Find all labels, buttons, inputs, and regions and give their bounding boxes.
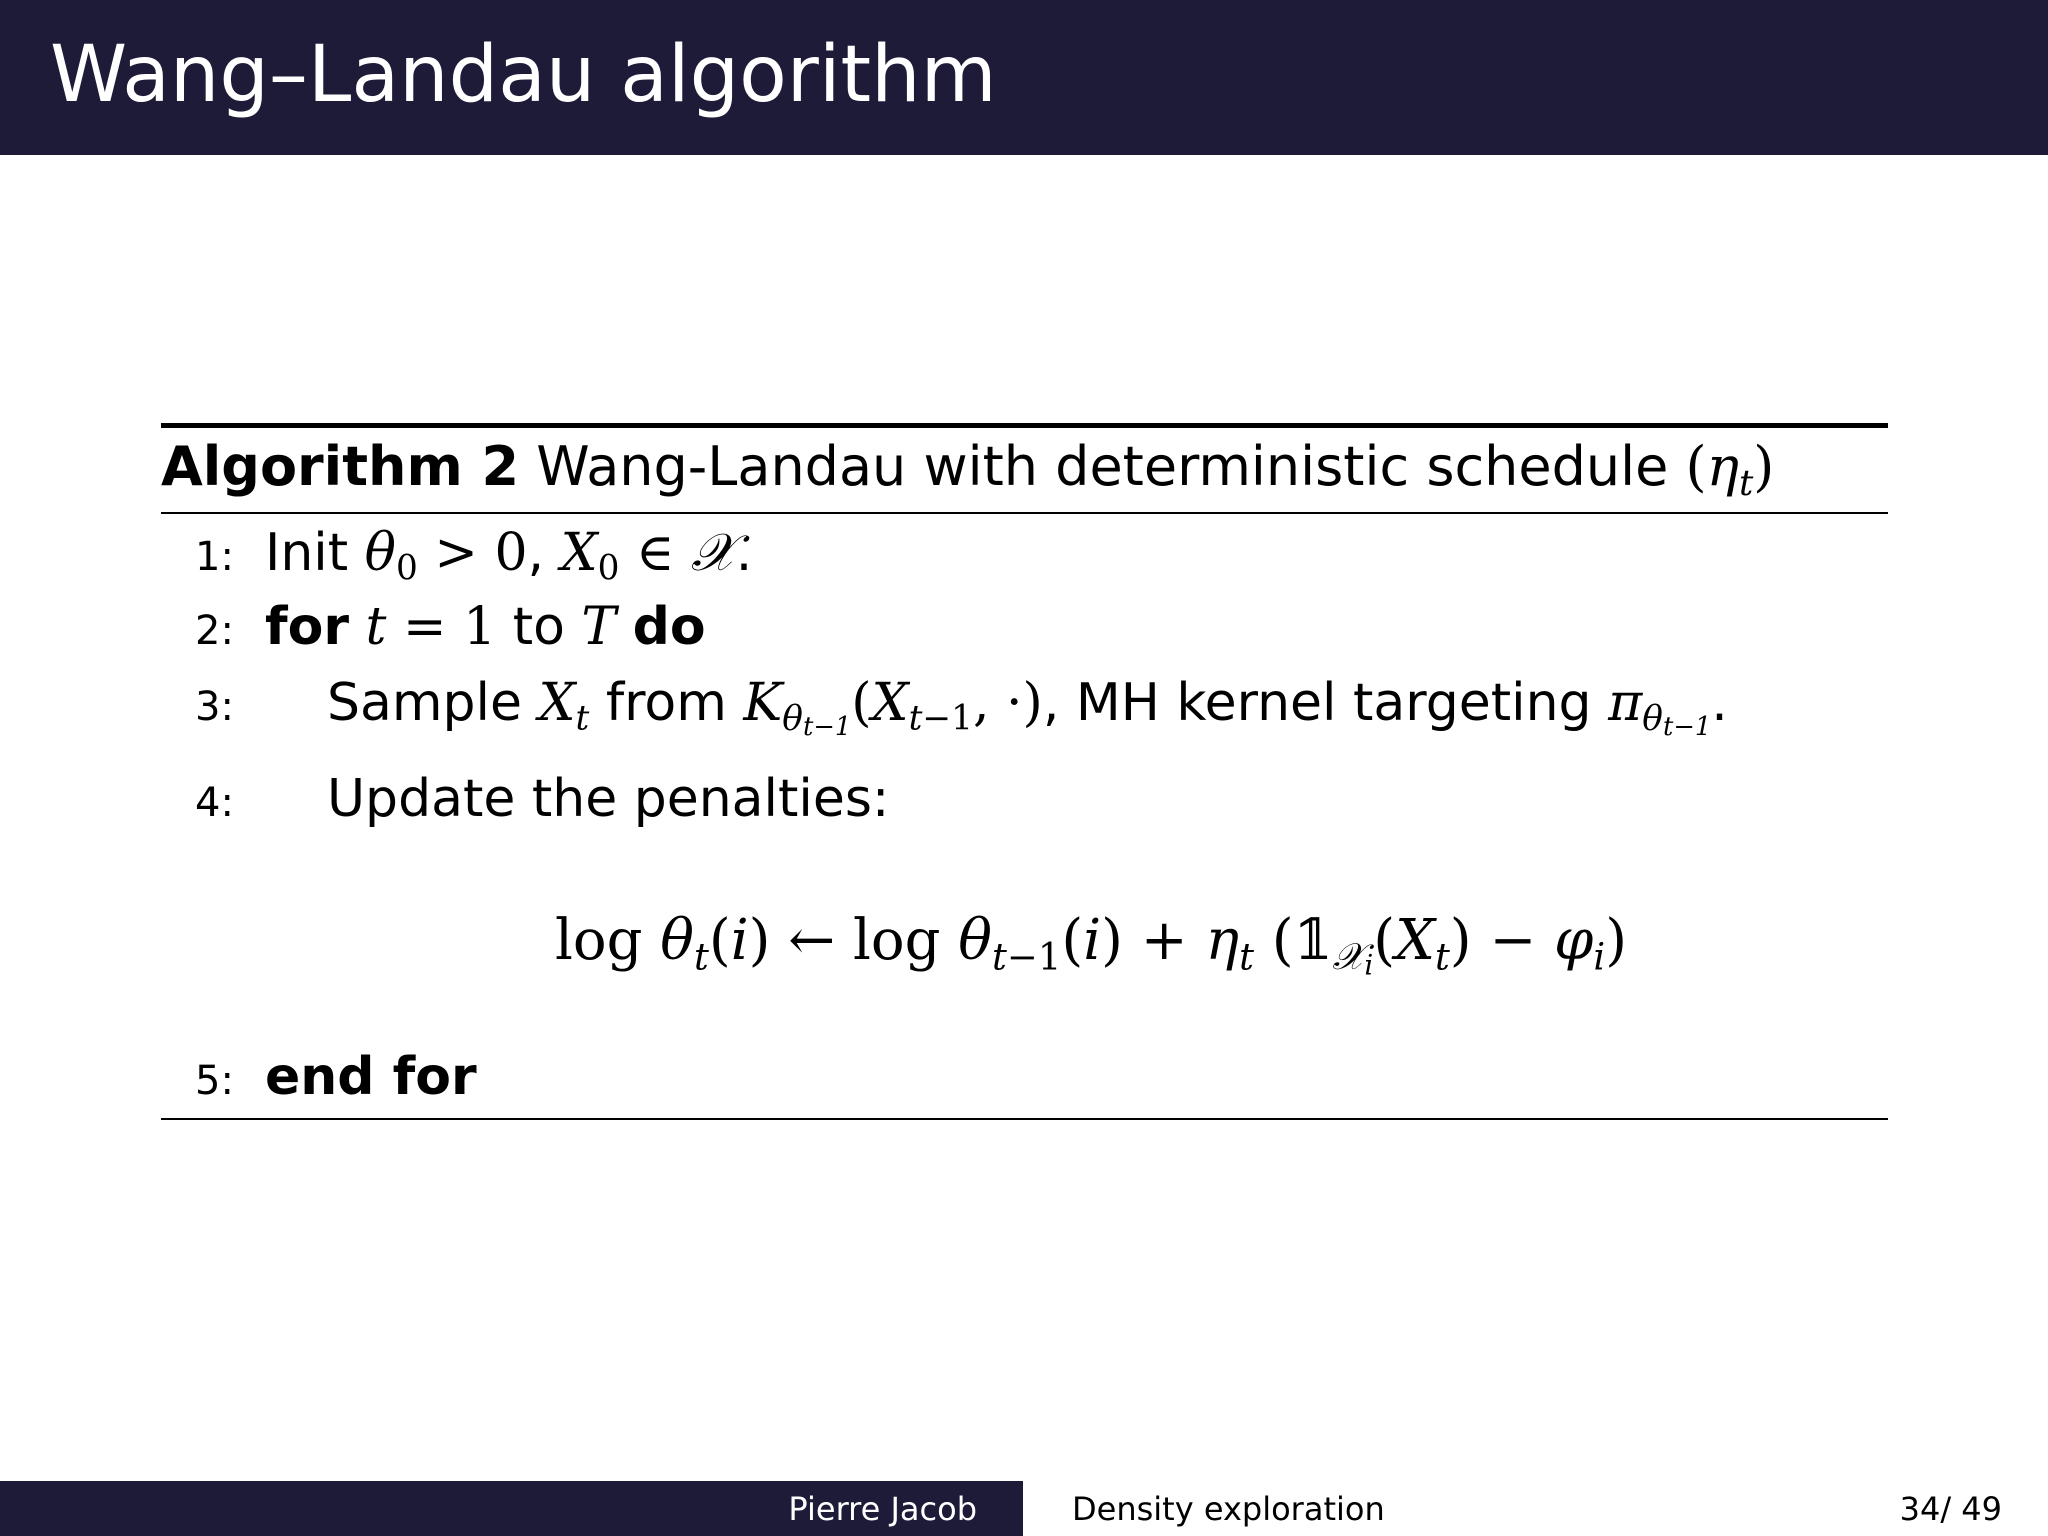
line-number: 2: — [195, 608, 234, 654]
keyword-for: for — [265, 597, 349, 657]
algorithm-top-rule — [161, 423, 1888, 428]
algorithm-caption: Algorithm 2 Wang-Landau with deterministic schedule $(\eta_t)$ — [161, 435, 1775, 504]
line-text: Update the penalties: — [327, 769, 890, 829]
footer-page-number: 34/ 49 — [1899, 1490, 2002, 1528]
algorithm-line-4 — [195, 768, 889, 830]
algorithm-line-2: 2: for t = 1 to T do — [195, 596, 706, 658]
footer-author: Pierre Jacob — [788, 1490, 977, 1528]
title-bar — [0, 0, 2048, 155]
line-text: . — [735, 523, 753, 583]
line-text: from — [605, 673, 727, 733]
update-equation: $\log \theta_t(i)$ ← $\log \theta_{t-1}(i) + \eta_t$ $(𝟙_{𝒳i}(X_t) - \varphi_i)$ — [555, 908, 1628, 982]
line-text: , — [527, 523, 545, 583]
line-text: Init — [265, 523, 349, 583]
algorithm-label: Algorithm 2 — [161, 435, 520, 498]
line-text: Sample — [327, 673, 522, 733]
slide-title: Wang–Landau algorithm — [50, 30, 997, 120]
line-number: 3: — [195, 684, 234, 730]
line-text: to — [512, 597, 565, 657]
footer-author-block — [0, 1481, 1023, 1536]
keyword-end-for: end for — [265, 1047, 477, 1107]
algorithm-line-3: 3: Sample $X_t$ from $K_{\theta t-1}(X_{t-1}$, ·), MH kernel targeting $\pi_{\theta t-1}$. — [195, 673, 1728, 742]
algorithm-caption-text: Wang-Landau with deterministic schedule — [536, 435, 1669, 498]
line-text: , MH kernel targeting — [1042, 673, 1592, 733]
init-math: $\theta_0 > 0$ — [364, 523, 528, 589]
line-number: 5: — [195, 1058, 234, 1104]
algorithm-bottom-rule — [161, 1118, 1888, 1120]
line-number: 1: — [195, 534, 234, 580]
algorithm-caption-rule — [161, 512, 1888, 514]
keyword-do: do — [632, 597, 706, 657]
line-text: . — [1711, 673, 1728, 733]
algorithm-line-1: 1: Init $\theta_0 > 0$, $X_0$ ∈ 𝒳. — [195, 523, 753, 589]
footer — [0, 1481, 2048, 1536]
footer-talk-title: Density exploration — [1072, 1490, 1385, 1528]
line-number: 4: — [195, 780, 234, 826]
algorithm-line-5 — [195, 1046, 477, 1108]
